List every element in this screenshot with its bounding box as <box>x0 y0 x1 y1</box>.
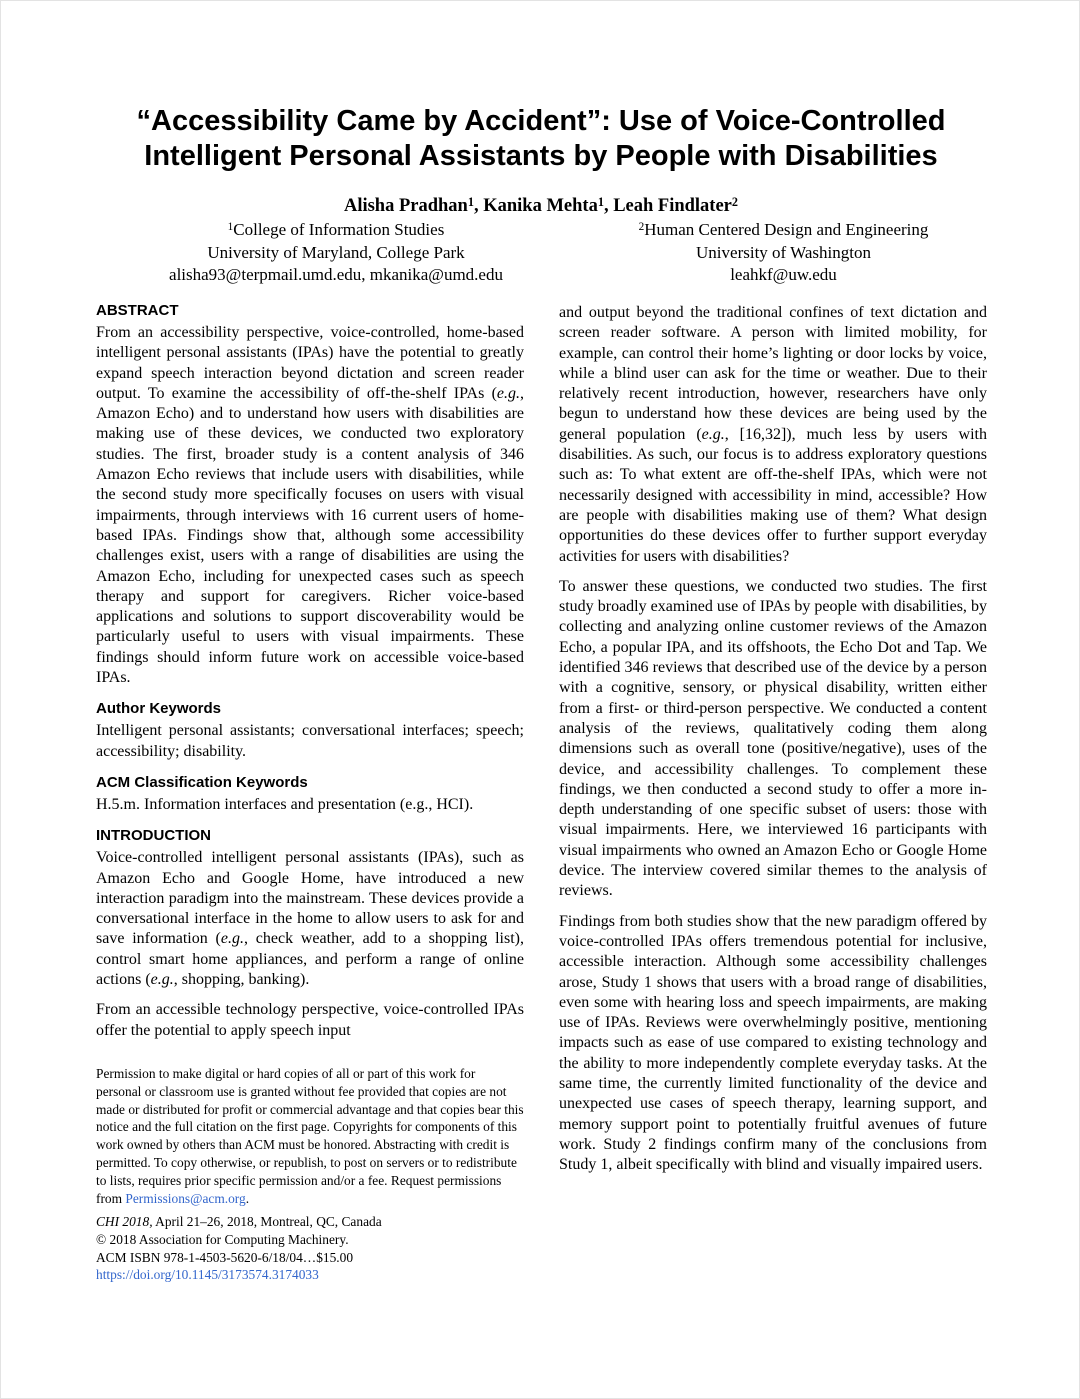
text-run: 1 <box>227 220 234 233</box>
affiliation-left-emails: alisha93@terpmail.umd.edu, mkanika@umd.edu <box>169 265 503 284</box>
citation-block <box>96 1213 524 1284</box>
paper-title-line-2: Intelligent Personal Assistants by People with Disabilities <box>144 140 938 172</box>
affiliation-left <box>106 219 566 287</box>
text-run: CHI 2018, <box>96 1214 153 1229</box>
text-run: Voice-controlled intelligent personal assistants (IPAs), such as Amazon Echo and Google Home, have introduced a new interaction paradigm into the mainstream. These devices provide a conversational interface in the home to allow users to ask for and save information ( <box>96 849 524 948</box>
paper-title-line-1: “Accessibility Came by Accident”: Use of Voice-Controlled <box>136 105 946 137</box>
introduction-paragraph-1 <box>96 848 524 990</box>
text-run: e.g. <box>150 971 174 989</box>
text-run: April 21–26, 2018, Montreal, QC, Canada <box>152 1214 382 1229</box>
text-run: From an accessible technology perspective, voice-controlled IPAs offer the potential to apply speech input <box>96 1001 524 1039</box>
text-run: , Amazon Echo) and to understand how users with disabilities are making use of these devices, we conducted two exploratory studies. The first, broader study is a content analysis of 346 Amazon Echo reviews that include users with disabilities, while the second study more specifically focuses on users with visual impairments, through interviews with 16 current users of home-based IPAs. Findings show that, although some accessibility challenges exist, users with a range of disabilities are using the Amazon Echo, including for unexpected cases such as speech therapy and support for caregivers. Richer voice-based applications and solutions to support discoverability would be particularly useful to users with visual impairments. These findings should inform future work on accessible voice-based IPAs. <box>96 384 524 687</box>
text-run: , Kanika Mehta <box>473 196 598 216</box>
citation-isbn-line: ACM ISBN 978-1-4503-5620-6/18/04…$15.00 <box>96 1249 354 1265</box>
text-run: From an accessibility perspective, voice-controlled, home-based intelligent personal assistants (IPAs) have the potential to greatly expand speech interaction beyond dictation and screen reader output. To examine the accessibility of off-the-shelf IPAs ( <box>96 324 524 402</box>
text-run: e.g. <box>701 425 725 443</box>
acm-keywords-paragraph: H.5.m. Information interfaces and presentation (e.g., HCI). <box>96 795 474 813</box>
affiliation-left-dept <box>106 219 566 242</box>
text-run: College of Information Studies <box>233 220 445 239</box>
right-paragraph-1 <box>559 303 987 567</box>
affiliation-right <box>561 219 1006 287</box>
text-run: , check weather, add to a shopping list), control smart home appliances, and perform a range of online actions ( <box>96 930 524 989</box>
abstract-paragraph <box>96 323 524 688</box>
authors-line <box>1 195 1080 217</box>
text-run: e.g. <box>220 930 244 948</box>
text-run: and output beyond the traditional confines of text dictation and screen reader software. A person with limited mobility, for example, can control their home’s lighting or door locks by voice, while a blind user can ask for the time or weather. Due to their relatively recent introduction, however, researchers have only begun to understand how these devices are being used by the general population ( <box>559 304 987 443</box>
section-heading-acm-keywords: ACM Classification Keywords <box>96 773 308 791</box>
text-run: , Leah Findlater <box>603 196 732 216</box>
text-run: 1 <box>597 194 604 209</box>
citation-copyright-line: © 2018 Association for Computing Machinery. <box>96 1231 349 1247</box>
right-paragraph-2: To answer these questions, we conducted two studies. The first study broadly examined use of IPAs by people with disabilities, by collecting and analyzing online customer reviews of the Amazon Echo, a popular IPA, and its offshoots, the Echo Dot and Tap. We identified 346 reviews that described use of the device by a person with a cognitive, sensory, or physical disability, written either from a first- or third-person perspective. We conducted a content analysis of the reviews, qualitatively coding them along dimensions such as overall tone (positive/negative), uses of the device, and accessibility challenges. To complement these findings, we then conducted a second study to offer a more in-depth understanding of one specific subset of users: those with visual impairments. Here, we interviewed 16 participants with visual impairments who owned an Amazon Echo or Google Home device. The interview covered similar themes to the analysis of reviews. <box>559 577 987 900</box>
citation-doi-line <box>96 1266 524 1284</box>
introduction-paragraph-2 <box>96 1000 524 1041</box>
affiliation-right-dept <box>561 219 1006 242</box>
paper-header <box>1 104 1080 217</box>
section-heading-abstract: ABSTRACT <box>96 302 179 319</box>
text-run: , [16,32]), much less by users with disabilities. As such, our focus is to address exploratory questions such as: To what extent are off-the-shelf IPAs, which were not necessarily designed with accessibility in mind, accessible? How are people with disabilities making use of them? What design opportunities do these devices offer to further support everyday activities for users with disabilities? <box>559 425 987 565</box>
affiliation-left-university: University of Maryland, College Park <box>207 242 465 262</box>
text-run: , shopping, banking). <box>173 971 310 989</box>
text-run: Alisha Pradhan <box>343 196 468 216</box>
section-heading-introduction: INTRODUCTION <box>96 827 211 845</box>
text-run: e.g. <box>496 384 520 402</box>
text-run: Permission to make digital or hard copies of all or part of this work for personal or classroom use is granted without fee provided that copies are not made or distributed for profit or commercial advantage and that copies bear this notice and the full citation on the first page. Copyrights for components of this work owned by others than ACM must be honored. Abstracting with credit is permitted. To copy otherwise, or republish, to post on servers or to redistribute to lists, requires prior specific permission and/or a fee. Request permissions from <box>96 1066 524 1206</box>
text-run: 2 <box>638 220 645 233</box>
permissions-link[interactable]: Permissions@acm.org <box>125 1190 246 1206</box>
left-column <box>96 302 524 1041</box>
section-heading-author-keywords: Author Keywords <box>96 700 222 718</box>
affiliation-right-email: leahkf@uw.edu <box>730 265 837 284</box>
text-run: . <box>245 1190 250 1206</box>
text-run: Human Centered Design and Engineering <box>644 220 929 239</box>
citation-venue-line <box>96 1213 524 1231</box>
author-keywords-paragraph: Intelligent personal assistants; conversational interfaces; speech; accessibility; disability. <box>96 722 524 760</box>
text-run: 2 <box>731 194 739 209</box>
right-column <box>559 303 987 1175</box>
affiliation-right-university: University of Washington <box>696 242 871 262</box>
text-run: 1 <box>467 194 474 209</box>
doi-link[interactable]: https://doi.org/10.1145/3173574.3174033 <box>96 1267 319 1283</box>
right-paragraph-3: Findings from both studies show that the new paradigm offered by voice-controlled IPAs offers tremendous potential for inclusive, accessible interaction. Although some accessibility challenges arose, Study 1 shows that users with a broad range of disabilities, even some with hearing loss and speech impairments, are making use of IPAs. Reviews were overwhelmingly positive, mentioning impacts such as ease of use compared to existing technology and the ability to more independently complete everyday tasks. At the same time, the currently limited functionality of the device and unexpected use cases of speech therapy, learning support, and memory support point to potentially fruitful avenues of future work. Study 2 findings confirm many of the conclusions from Study 1, albeit specifically with blind and visually impaired users. <box>559 912 987 1174</box>
permission-footnote <box>96 1065 524 1207</box>
